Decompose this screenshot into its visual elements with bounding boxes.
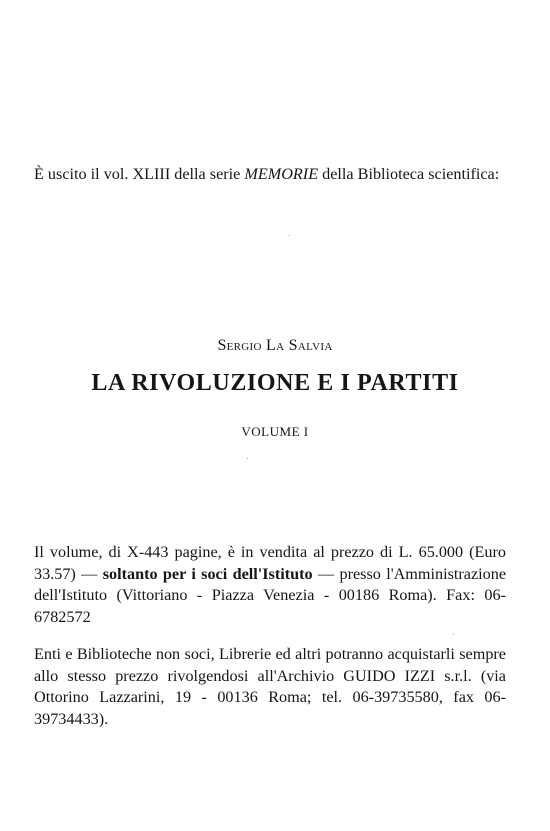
scan-speck — [453, 634, 454, 635]
distribution-notice: Enti e Biblioteche non soci, Librerie ed altri potranno acquistarli sempre allo stesso prezzo rivolgendosi all'Archivio GUIDO IZZI s.r.l. (via Ottorino Lazzarini, 19 - 00136 Roma; tel. 06-39735580, fax 06-39734433). — [34, 645, 506, 728]
book-title: LA RIVOLUZIONE E I PARTITI — [91, 370, 459, 396]
book-volume: VOLUME I — [241, 424, 309, 439]
sale-notice-after: — presso l'Amministrazione dell'Istituto (Vittoriano - Piazza Venezia - 00186 Roma). Fax: 06-6782572 — [34, 564, 507, 626]
announcement-intro — [34, 164, 506, 186]
members-only-emphasis: soltanto per i soci dell'Istituto — [102, 564, 313, 583]
book-author: Sergio La Salvia — [217, 337, 333, 354]
intro-text-after: della Biblioteca scientifica: — [318, 165, 500, 183]
scan-speck — [247, 458, 248, 459]
sale-notice-before: Il volume, di X-443 pagine, è in vendita al prezzo di L. 65.000 (Euro 33.57) — — [34, 543, 506, 583]
series-name: MEMORIE — [244, 165, 319, 183]
intro-text-before: È uscito il vol. XLIII della serie — [34, 165, 245, 183]
sale-notice — [34, 542, 506, 628]
scan-speck — [289, 235, 290, 236]
